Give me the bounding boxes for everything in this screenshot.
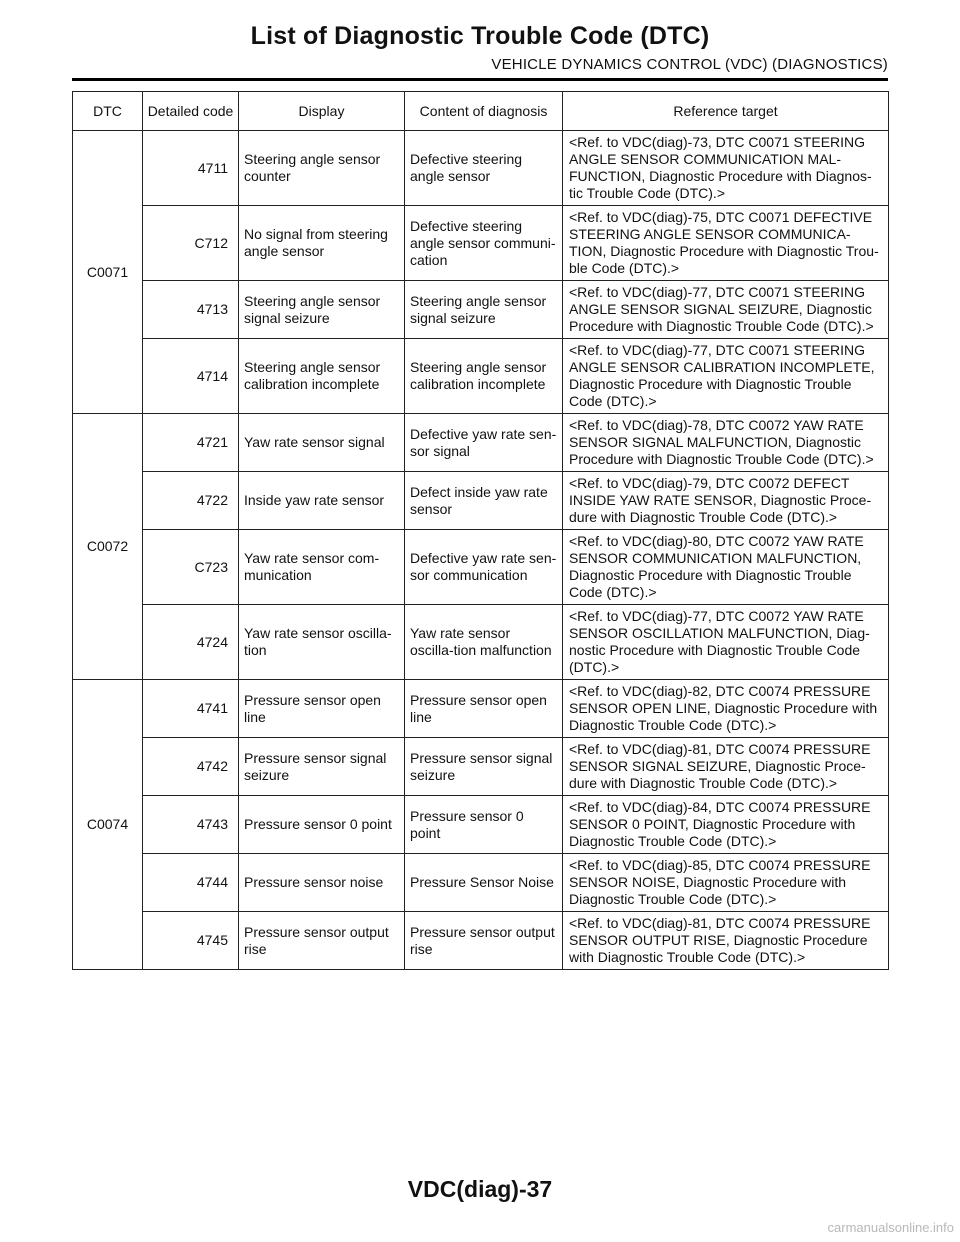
column-header-detailed-code: Detailed code (143, 92, 239, 131)
reference-target: <Ref. to VDC(diag)-78, DTC C0072 YAW RATE SENSOR SIGNAL MALFUNCTION, Diagnostic Procedure with Diagnostic Trouble Code (DTC).> (563, 414, 889, 472)
display-text: Steering angle sensor counter (239, 131, 405, 206)
detailed-code: 4743 (143, 796, 239, 854)
table-row (73, 281, 889, 339)
table-row (73, 339, 889, 414)
table-row (73, 605, 889, 680)
table-row (73, 206, 889, 281)
table-row (73, 530, 889, 605)
display-text: Pressure sensor 0 point (239, 796, 405, 854)
reference-target: <Ref. to VDC(diag)-75, DTC C0071 DEFECTIVE STEERING ANGLE SENSOR COMMUNICA-TION, Diagnostic Procedure with Diagnostic Trou-ble Code (DTC).> (563, 206, 889, 281)
reference-target: <Ref. to VDC(diag)-80, DTC C0072 YAW RATE SENSOR COMMUNICATION MALFUNCTION, Diagnostic Procedure with Diagnostic Trouble Code (DTC).> (563, 530, 889, 605)
section-title: VEHICLE DYNAMICS CONTROL (VDC) (DIAGNOSTICS) (491, 56, 888, 73)
dtc-code: C0072 (73, 414, 143, 680)
detailed-code: 4714 (143, 339, 239, 414)
diagnosis-content: Defect inside yaw rate sensor (405, 472, 563, 530)
detailed-code: 4722 (143, 472, 239, 530)
detailed-code: C712 (143, 206, 239, 281)
display-text: Yaw rate sensor signal (239, 414, 405, 472)
header-row (73, 92, 889, 131)
watermark: carmanualsonline.info (827, 1220, 954, 1235)
detailed-code: C723 (143, 530, 239, 605)
reference-target: <Ref. to VDC(diag)-73, DTC C0071 STEERING ANGLE SENSOR COMMUNICATION MAL-FUNCTION, Diagnostic Procedure with Diagnos-tic Trouble Code (DTC).> (563, 131, 889, 206)
display-text: Yaw rate sensor com-munication (239, 530, 405, 605)
diagnosis-content: Pressure sensor signal seizure (405, 738, 563, 796)
detailed-code: 4713 (143, 281, 239, 339)
diagnosis-content: Defective yaw rate sen-sor signal (405, 414, 563, 472)
header-rule (72, 78, 888, 81)
detailed-code: 4744 (143, 854, 239, 912)
dtc-table-header (73, 92, 889, 131)
reference-target: <Ref. to VDC(diag)-85, DTC C0074 PRESSURE SENSOR NOISE, Diagnostic Procedure with Diagnostic Trouble Code (DTC).> (563, 854, 889, 912)
display-text: Inside yaw rate sensor (239, 472, 405, 530)
display-text: Steering angle sensor signal seizure (239, 281, 405, 339)
table-row (73, 854, 889, 912)
detailed-code: 4721 (143, 414, 239, 472)
display-text: Pressure sensor signal seizure (239, 738, 405, 796)
diagnosis-content: Yaw rate sensor oscilla-tion malfunction (405, 605, 563, 680)
table-row (73, 414, 889, 472)
page-number: VDC(diag)-37 (407, 1176, 553, 1202)
reference-target: <Ref. to VDC(diag)-77, DTC C0071 STEERING ANGLE SENSOR SIGNAL SEIZURE, Diagnostic Procedure with Diagnostic Trouble Code (DTC).> (563, 281, 889, 339)
table-row (73, 912, 889, 970)
table-row (73, 472, 889, 530)
column-header-dtc: DTC (73, 92, 143, 131)
display-text: No signal from steering angle sensor (239, 206, 405, 281)
display-text: Pressure sensor noise (239, 854, 405, 912)
diagnosis-content: Defective steering angle sensor communi-cation (405, 206, 563, 281)
diagnosis-content: Pressure sensor 0 point (405, 796, 563, 854)
diagnosis-content: Pressure Sensor Noise (405, 854, 563, 912)
diagnosis-content: Steering angle sensor signal seizure (405, 281, 563, 339)
detailed-code: 4711 (143, 131, 239, 206)
table-row (73, 796, 889, 854)
column-header-display: Display (239, 92, 405, 131)
reference-target: <Ref. to VDC(diag)-79, DTC C0072 DEFECT INSIDE YAW RATE SENSOR, Diagnostic Proce-dure with Diagnostic Trouble Code (DTC).> (563, 472, 889, 530)
dtc-code: C0071 (73, 131, 143, 414)
column-header-reference: Reference target (563, 92, 889, 131)
reference-target: <Ref. to VDC(diag)-77, DTC C0071 STEERING ANGLE SENSOR CALIBRATION INCOMPLETE, Diagnostic Procedure with Diagnostic Trouble Code (DTC).> (563, 339, 889, 414)
column-header-content: Content of diagnosis (405, 92, 563, 131)
reference-target: <Ref. to VDC(diag)-84, DTC C0074 PRESSURE SENSOR 0 POINT, Diagnostic Procedure with Diagnostic Trouble Code (DTC).> (563, 796, 889, 854)
diagnosis-content: Pressure sensor output rise (405, 912, 563, 970)
table-row (73, 680, 889, 738)
reference-target: <Ref. to VDC(diag)-77, DTC C0072 YAW RATE SENSOR OSCILLATION MALFUNCTION, Diag-nostic Procedure with Diagnostic Trouble Code (DTC).> (563, 605, 889, 680)
diagnosis-content: Defective steering angle sensor (405, 131, 563, 206)
detailed-code: 4741 (143, 680, 239, 738)
page-title: List of Diagnostic Trouble Code (DTC) (250, 22, 710, 50)
detailed-code: 4724 (143, 605, 239, 680)
dtc-table (72, 91, 889, 970)
diagnosis-content: Defective yaw rate sen-sor communication (405, 530, 563, 605)
detailed-code: 4742 (143, 738, 239, 796)
table-row (73, 738, 889, 796)
display-text: Steering angle sensor calibration incomplete (239, 339, 405, 414)
dtc-table-body (73, 131, 889, 970)
display-text: Pressure sensor open line (239, 680, 405, 738)
display-text: Pressure sensor output rise (239, 912, 405, 970)
dtc-code: C0074 (73, 680, 143, 970)
display-text: Yaw rate sensor oscilla-tion (239, 605, 405, 680)
detailed-code: 4745 (143, 912, 239, 970)
reference-target: <Ref. to VDC(diag)-82, DTC C0074 PRESSURE SENSOR OPEN LINE, Diagnostic Procedure with Diagnostic Trouble Code (DTC).> (563, 680, 889, 738)
reference-target: <Ref. to VDC(diag)-81, DTC C0074 PRESSURE SENSOR SIGNAL SEIZURE, Diagnostic Proce-dure with Diagnostic Trouble Code (DTC).> (563, 738, 889, 796)
table-row (73, 131, 889, 206)
diagnosis-content: Pressure sensor open line (405, 680, 563, 738)
diagnosis-content: Steering angle sensor calibration incomplete (405, 339, 563, 414)
reference-target: <Ref. to VDC(diag)-81, DTC C0074 PRESSURE SENSOR OUTPUT RISE, Diagnostic Procedure with Diagnostic Trouble Code (DTC).> (563, 912, 889, 970)
